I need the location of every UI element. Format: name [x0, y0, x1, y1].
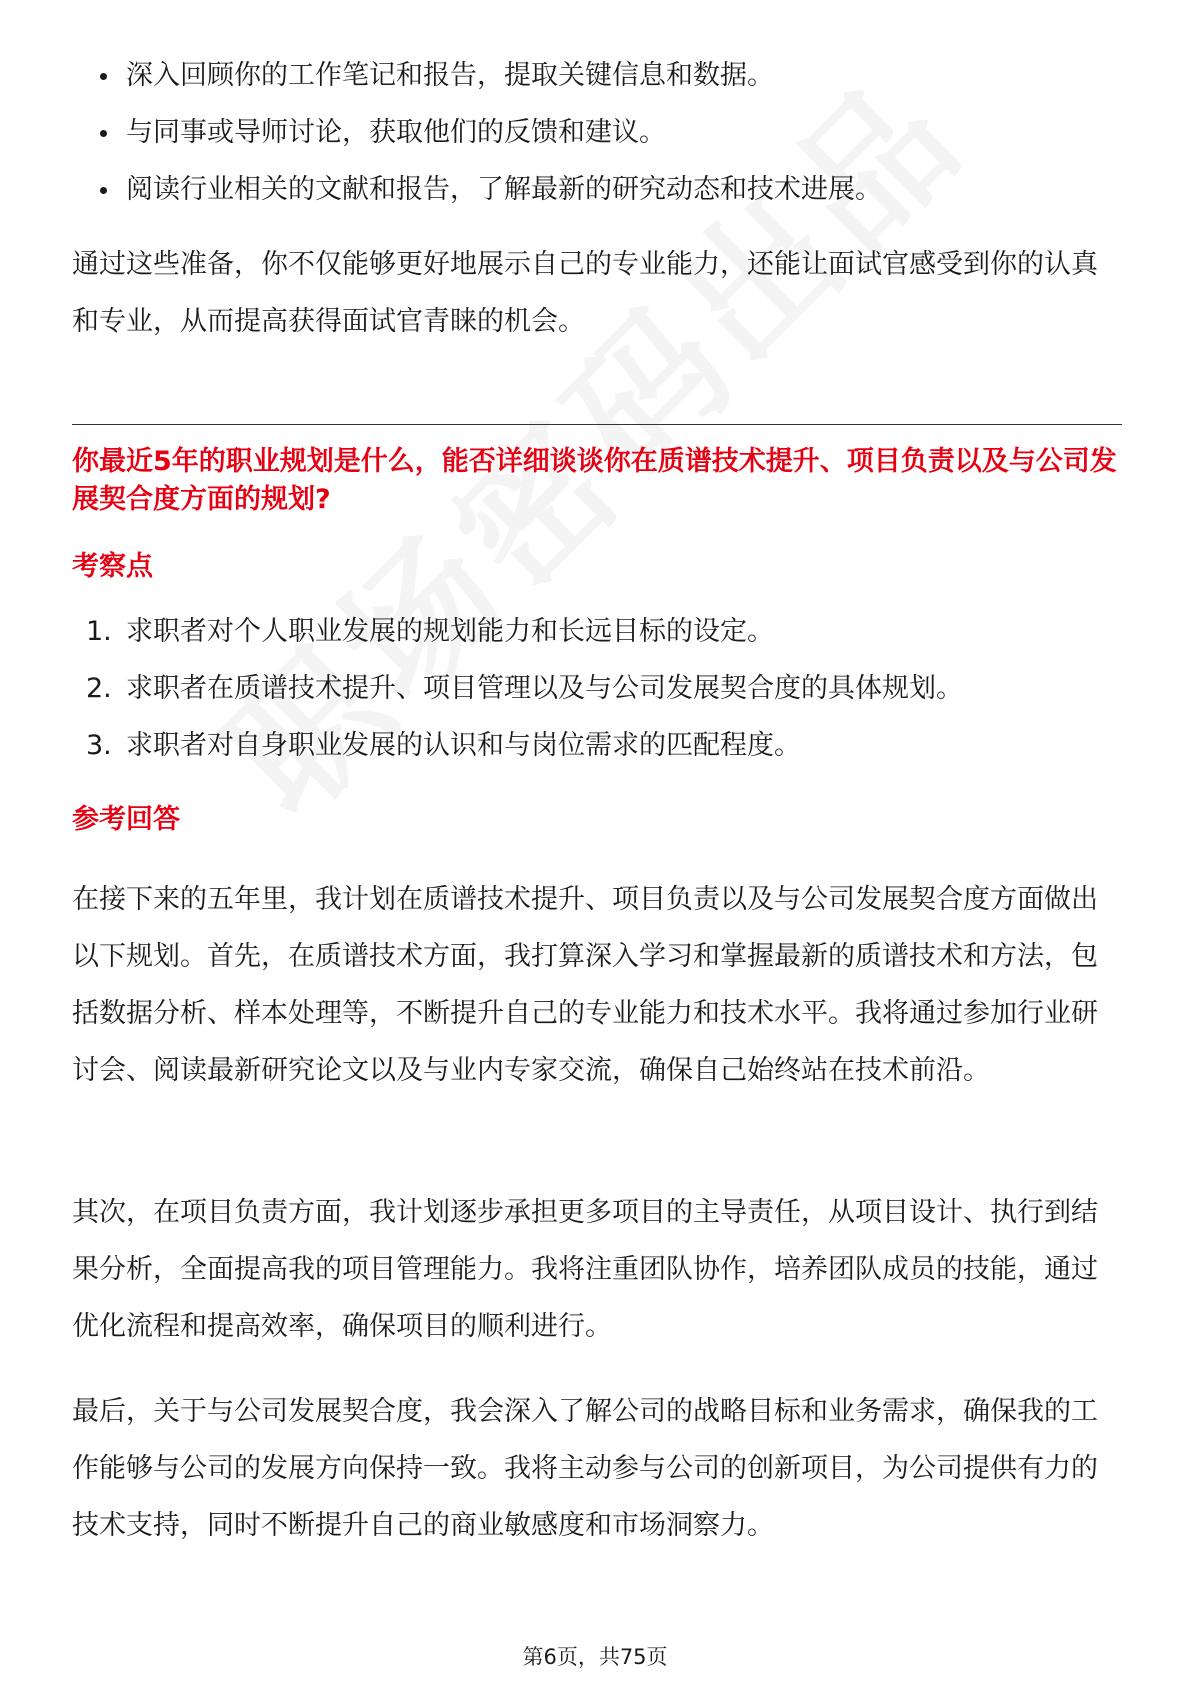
answer-paragraph: 在接下来的五年里，我计划在质谱技术提升、项目负责以及与公司发展契合度方面做出以下规划。首先，在质谱技术方面，我打算深入学习和掌握最新的质谱技术和方法，包括数据分析、样本处理等，不断提升自己的专业能力和技术水平。我将通过参加行业研讨会、阅读最新研究论文以及与业内专家交流，确保自己始终站在技术前沿。 — [72, 884, 1098, 1086]
intro-paragraph: 通过这些准备，你不仅能够更好地展示自己的专业能力，还能让面试官感受到你的认真和专业，从而提高获得面试官青睐的机会。 — [72, 249, 1098, 337]
question-heading: 你最近5年的职业规划是什么，能否详细谈谈你在质谱技术提升、项目负责以及与公司发展契合度方面的规划? — [72, 446, 1117, 515]
list-item-text: 求职者在质谱技术提升、项目管理以及与公司发展契合度的具体规划。 — [126, 673, 963, 704]
list-item-text: 与同事或导师讨论，获取他们的反馈和建议。 — [126, 117, 666, 148]
focus-points-title: 考察点 — [72, 551, 153, 582]
focus-points-list — [72, 614, 1132, 785]
list-item-text: 阅读行业相关的文献和报告，了解最新的研究动态和技术进展。 — [126, 174, 882, 205]
list-item — [72, 58, 1132, 94]
answer-paragraph: 其次，在项目负责方面，我计划逐步承担更多项目的主导责任，从项目设计、执行到结果分析，全面提高我的项目管理能力。我将注重团队协作，培养团队成员的技能，通过优化流程和提高效率，确保项目的顺利进行。 — [72, 1197, 1098, 1342]
list-item — [72, 671, 1132, 707]
section-divider — [72, 424, 1122, 425]
list-item — [72, 728, 1132, 764]
prep-bullet-list — [72, 58, 1132, 229]
answer-title: 参考回答 — [72, 804, 180, 835]
list-item-number: 3. — [86, 730, 112, 761]
bullet-dot-icon — [100, 187, 107, 194]
page-number-footer: 第6页，共75页 — [522, 1645, 668, 1669]
list-item-text: 求职者对自身职业发展的认识和与岗位需求的匹配程度。 — [126, 730, 801, 761]
list-item-text: 求职者对个人职业发展的规划能力和长远目标的设定。 — [126, 616, 774, 647]
list-item — [72, 614, 1132, 650]
bullet-dot-icon — [100, 73, 107, 80]
bullet-dot-icon — [100, 130, 107, 137]
list-item-text: 深入回顾你的工作笔记和报告，提取关键信息和数据。 — [126, 60, 774, 91]
list-item — [72, 115, 1132, 151]
list-item — [72, 172, 1132, 208]
list-item-number: 2. — [86, 673, 112, 704]
answer-paragraph: 最后，关于与公司发展契合度，我会深入了解公司的战略目标和业务需求，确保我的工作能够与公司的发展方向保持一致。我将主动参与公司的创新项目，为公司提供有力的技术支持，同时不断提升自己的商业敏感度和市场洞察力。 — [72, 1396, 1098, 1541]
list-item-number: 1. — [86, 616, 112, 647]
